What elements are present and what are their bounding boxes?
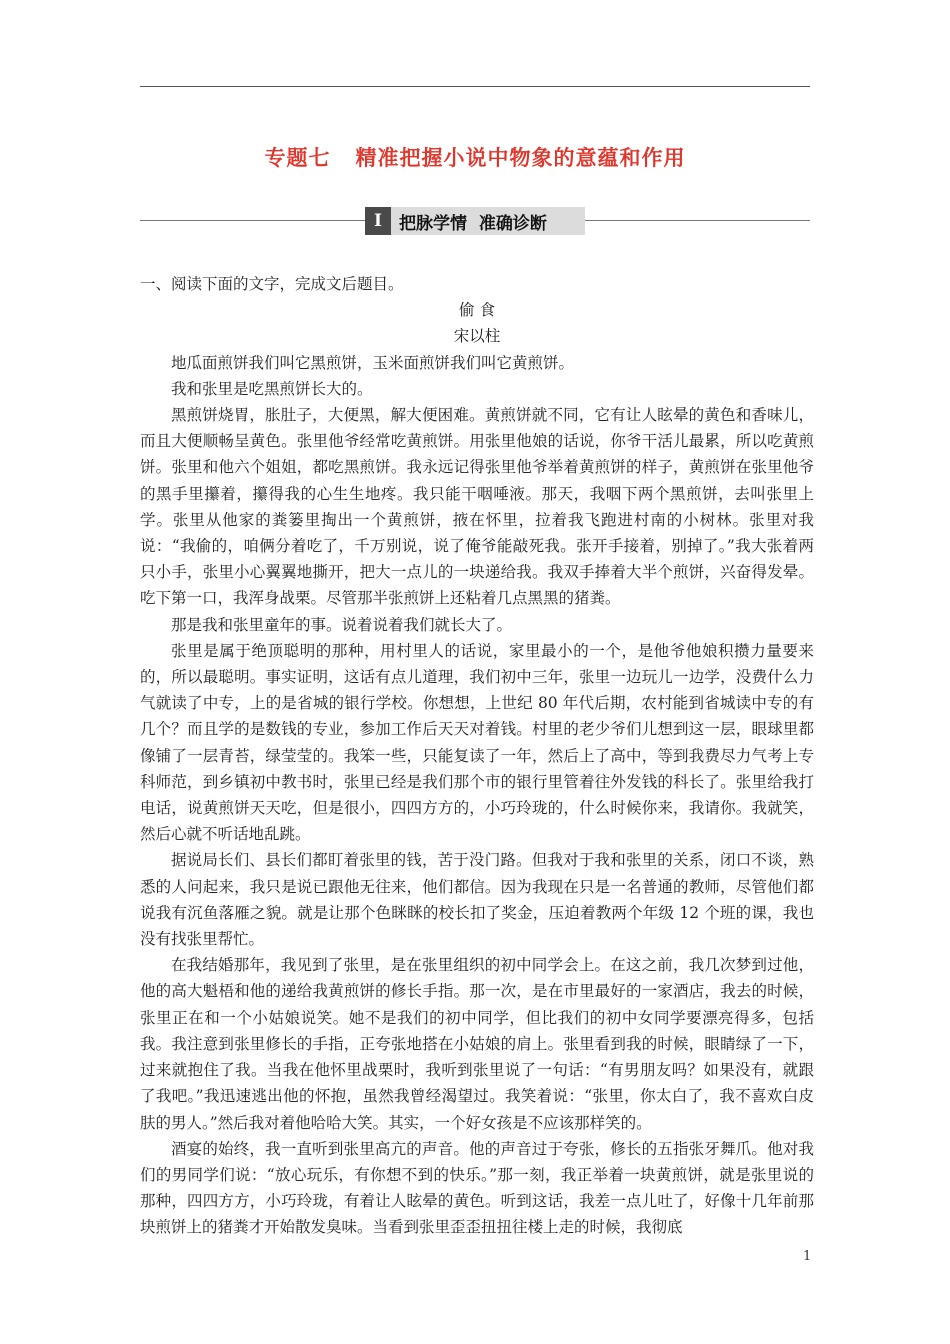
section-label-box (365, 207, 585, 235)
article-author: 宋以柱 (453, 327, 501, 346)
section-header (140, 207, 810, 235)
paragraph: 酒宴的始终，我一直听到张里高亢的声音。他的声音过于夸张，修长的五指张牙舞爪。他对我们的男同学们说：“放心玩乐，有你想不到的快乐。”那一刻，我正举着一块黄煎饼，就是张里说的那种，四四方方，小巧玲珑，有着让人眩晕的黄色。听到这话，我差一点儿吐了，好像十几年前那块煎饼上的猪粪才开始散发臭味。当看到张里歪歪扭扭往楼上走的时候，我彻底 (140, 1139, 814, 1237)
article-title: 偷 食 (459, 301, 495, 320)
paragraph: 据说局长们、县长们都盯着张里的钱，苦于没门路。但我对于我和张里的关系，闭口不谈，熟悉的人问起来，我只是说已跟他无往来，他们都信。因为我现在只是一名普通的教师，尽管他们都说我有沉鱼落雁之貌。就是让那个色眯眯的校长扣了奖金，压迫着教两个年级 12 个班的课，我也没有找张里帮忙。 (140, 851, 814, 949)
section-rule-right (585, 220, 810, 221)
section-rule-left (140, 220, 365, 221)
section-number-badge: I (365, 207, 391, 235)
paragraph: 那是我和张里童年的事。说着说着我们就长大了。 (171, 615, 513, 634)
page-number: 1 (803, 1249, 812, 1264)
paragraph: 地瓜面煎饼我们叫它黑煎饼，玉米面煎饼我们叫它黄煎饼。 (171, 353, 575, 372)
paragraph: 在我结婚那年，我见到了张里，是在张里组织的初中同学会上。在这之前，我几次梦到过他，他的高大魁梧和他的递给我黄煎饼的修长手指。那一次，是在市里最好的一家酒店，我去的时候，张里正在和一个小姑娘说笑。她不是我们的初中同学，但比我们的初中女同学要漂亮得多，包括我。我注意到张里修长的手指，正夸张地搭在小姑娘的肩上。张里看到我的时候，眼睛绿了一下，过来就抱住了我。当我在他怀里战栗时，我听到张里说了一句话：“有男朋友吗？如果没有，就跟了我吧。”我迅速逃出他的怀抱，虽然我曾经渴望过。我笑着说：“张里，你太白了，我不喜欢白皮肤的男人。”然后我对着他哈哈大笑。其实，一个好女孩是不应该那样笑的。 (140, 956, 814, 1132)
header-rule (140, 86, 810, 87)
page-title: 专题七 精准把握小说中物象的意蕴和作用 (264, 146, 686, 170)
instruction-text: 一、阅读下面的文字，完成文后题目。 (140, 275, 404, 293)
paragraph: 我和张里是吃黑煎饼长大的。 (171, 379, 373, 398)
paragraph: 张里是属于绝顶聪明的那种，用村里人的话说，家里最小的一个，是他爷他娘积攒力量要来的，所以最聪明。事实证明，这话有点儿道理，我们初中三年，张里一边玩儿一边学，没费什么力气就读了中专，上的是省城的银行学校。你想想，上世纪 80 年代后期，农村能到省城读中专的有几个？而且学的是数钱的专业，参加工作后天天对着钱。村里的老少爷们儿想到这一层，眼球里都像铺了一层青苔，绿莹莹的。我笨一些，只能复读了一年，然后上了高中，等到我费尽力气考上专科师范，到乡镇初中教书时，张里已经是我们那个市的银行里管着往外发钱的科长了。张里给我打电话，说黄煎饼天天吃，但是很小，四四方方的，小巧玲珑的，什么时候你来，我请你。我就笑，然后心就不听话地乱跳。 (140, 641, 814, 844)
paragraph: 黑煎饼烧胃，胀肚子，大便黑，解大便困难。黄煎饼就不同，它有让人眩晕的黄色和香味儿，而且大便顺畅呈黄色。张里他爷经常吃黄煎饼。用张里他娘的话说，你爷干活儿最累，所以吃黄煎饼。张里和他六个姐姐，都吃黑煎饼。我永远记得张里他爷举着黄煎饼的样子，黄煎饼在张里他爷的黑手里攥着，攥得我的心生生地疼。我只能干咽唾液。那天，我咽下两个黑煎饼，去叫张里上学。张里从他家的粪篓里掏出一个黄煎饼，掖在怀里，拉着我飞跑进村南的小树林。张里对我说：“我偷的，咱俩分着吃了，千万别说，说了俺爷能敲死我。张开手接着，别掉了。”我大张着两只小手，张里小心翼翼地撕开，把大一点儿的一块递给我。我双手捧着大半个煎饼，兴奋得发晕。吃下第一口，我浑身战栗。尽管那半张煎饼上还粘着几点黑黑的猪粪。 (140, 406, 814, 608)
article-body (140, 271, 814, 1241)
section-label: 把脉学情 准确诊断 (399, 213, 547, 234)
